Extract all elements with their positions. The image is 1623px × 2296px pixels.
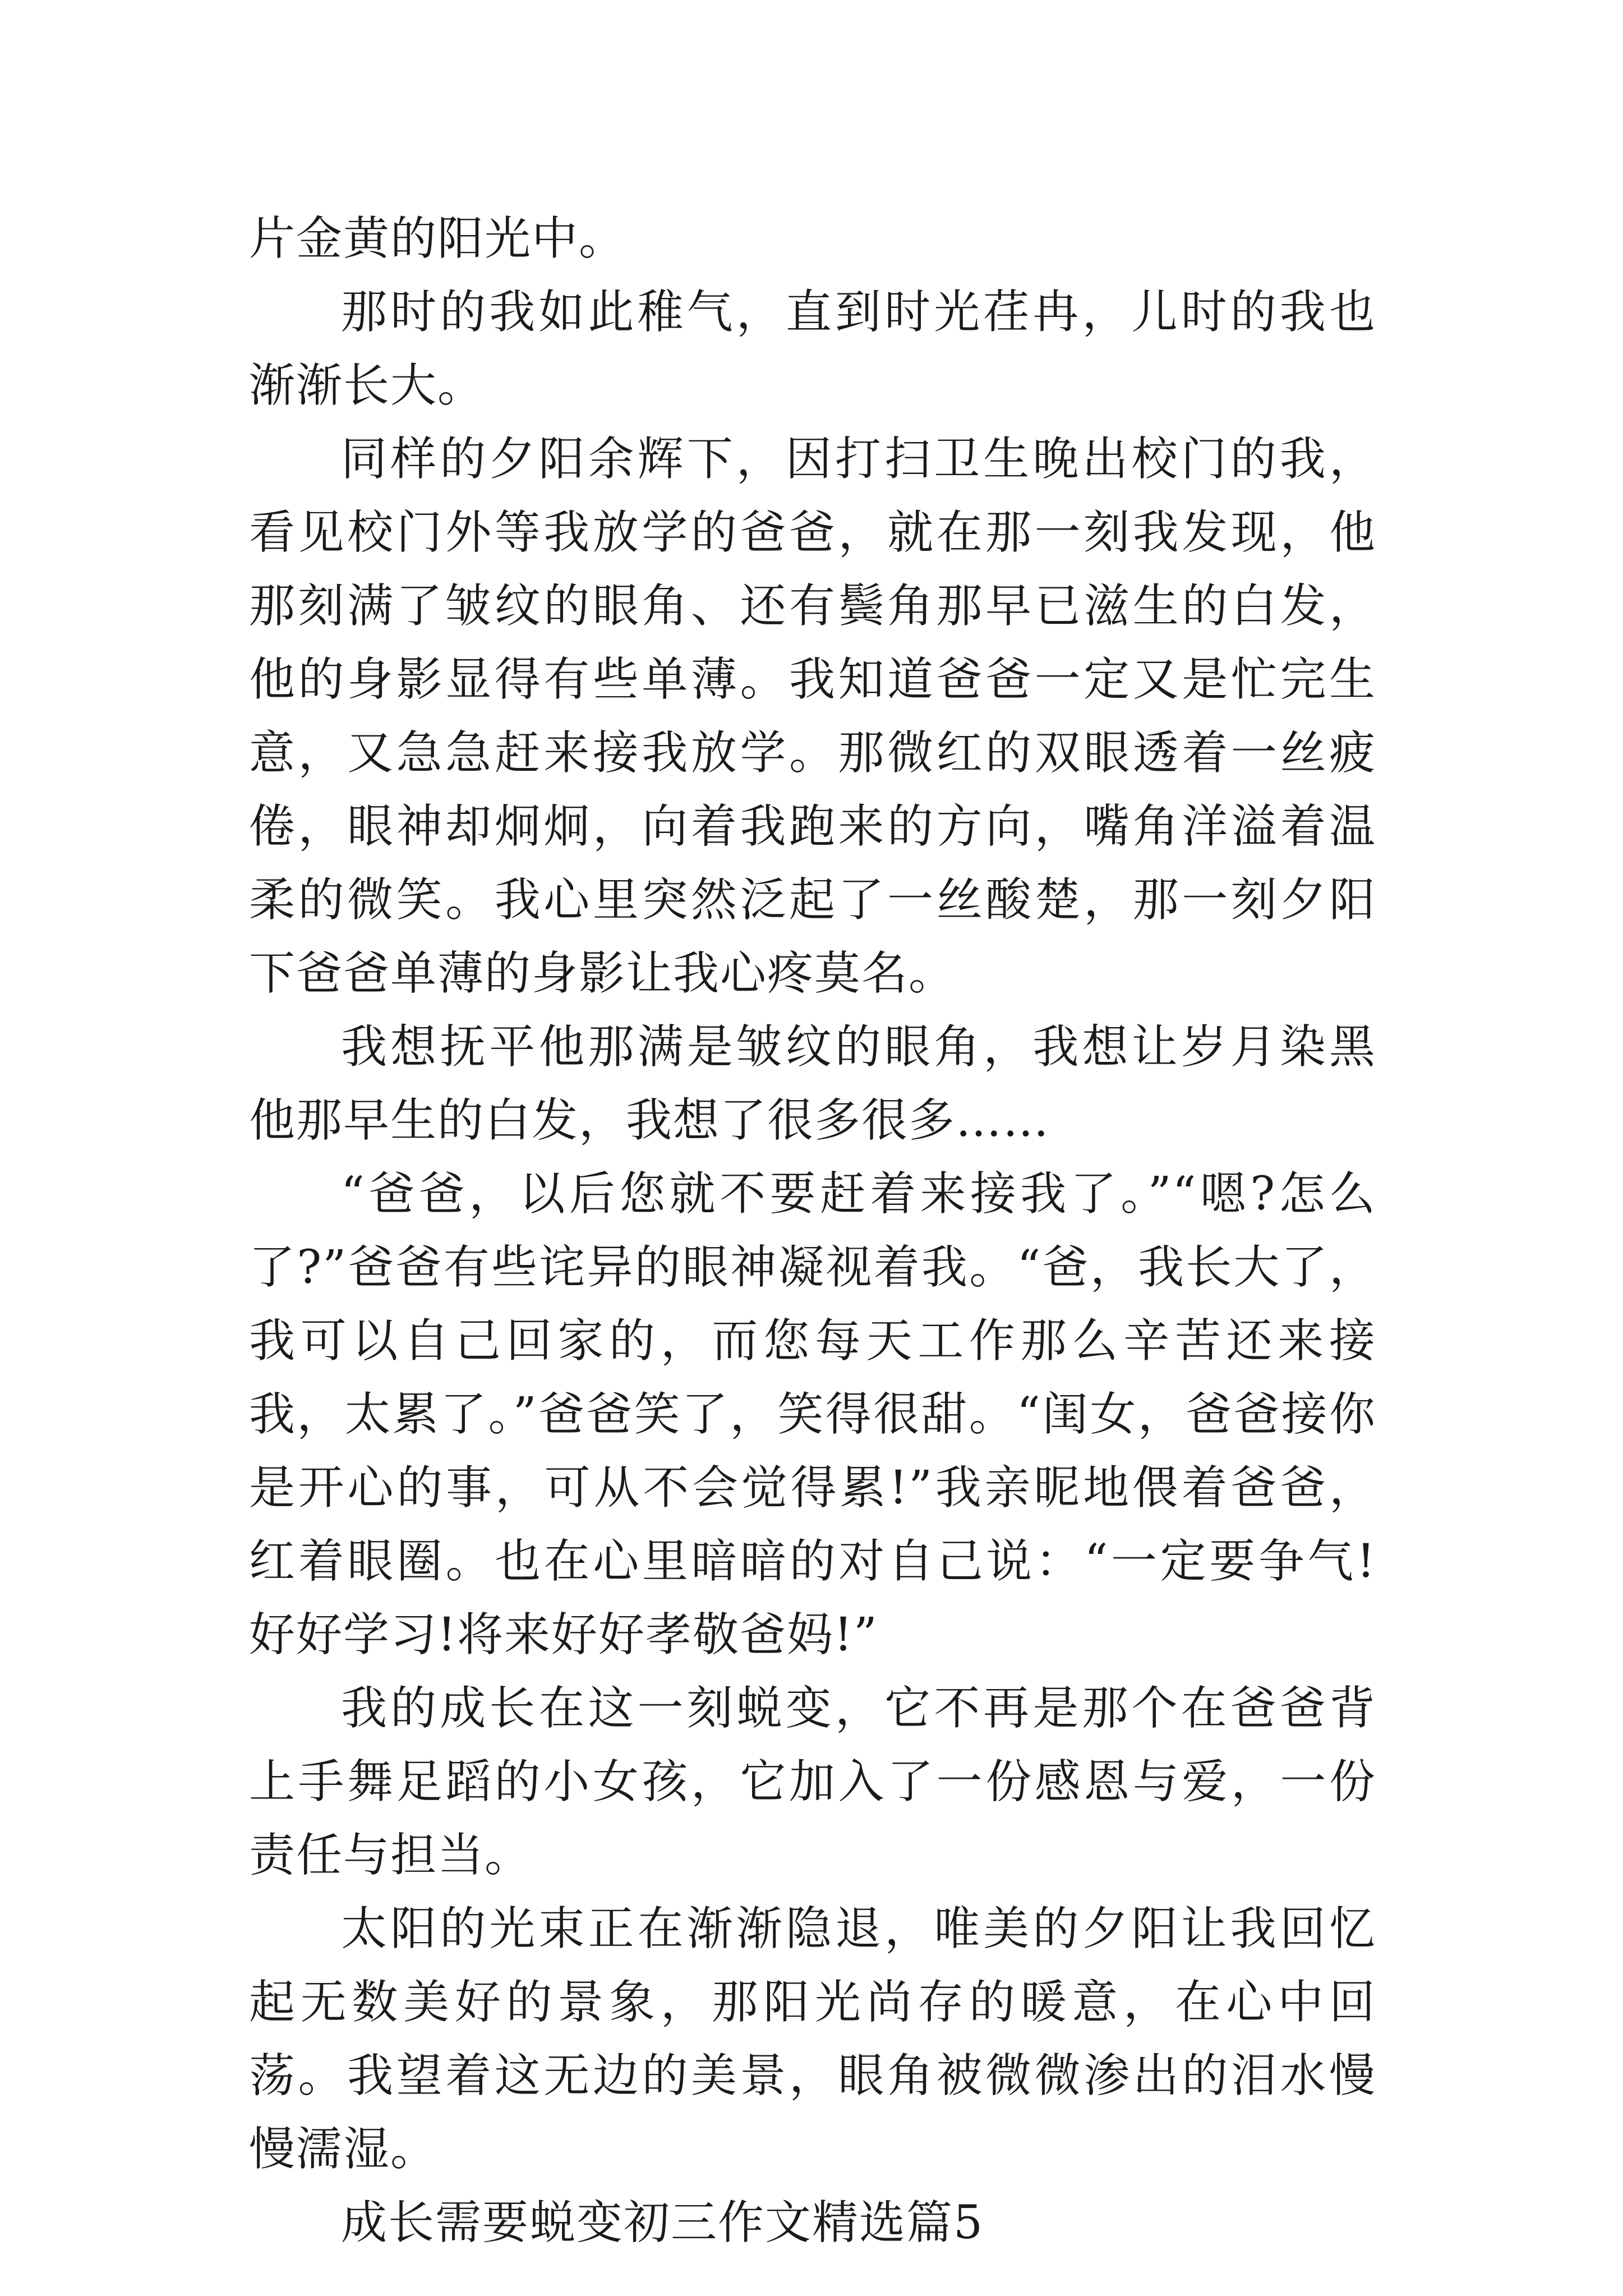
paragraph: 同样的夕阳余辉下，因打扫卫生晚出校门的我，看见校门外等我放学的爸爸，就在那一刻我发现，他那刻满了皱纹的眼角、还有鬓角那早已滋生的白发，他的身影显得有些单薄。我知道爸爸一定又是忙完生意，又急急赶来接我放学。那微红的双眼透着一丝疲倦，眼神却炯炯，向着我跑来的方向，嘴角洋溢着温柔的微笑。我心里突然泛起了一丝酸楚，那一刻夕阳下爸爸单薄的身影让我心疼莫名。 (249, 432, 1376, 1000)
section-heading: 成长需要蜕变初三作文精选篇5 (341, 2196, 984, 2249)
article-body (249, 202, 1376, 2260)
paragraph: 我的成长在这一刻蜕变，它不再是那个在爸爸背上手舞足蹈的小女孩，它加入了一份感恩与爱，一份责任与担当。 (249, 1682, 1376, 1882)
paragraph: 太阳的光束正在渐渐隐退，唯美的夕阳让我回忆起无数美好的景象，那阳光尚存的暖意，在心中回荡。我望着这无边的美景，眼角被微微渗出的泪水慢慢濡湿。 (249, 1902, 1376, 2176)
paragraph: 那时的我如此稚气，直到时光荏冉，儿时的我也渐渐长大。 (249, 286, 1376, 412)
paragraph-continuation: 片金黄的阳光中。 (249, 212, 626, 265)
paragraph-dialogue: “爸爸，以后您就不要赶着来接我了。”“嗯?怎么了?”爸爸有些诧异的眼神凝视着我。“爸，我长大了，我可以自己回家的，而您每天工作那么辛苦还来接我，太累了。”爸爸笑了，笑得很甜。“闺女，爸爸接你是开心的事，可从不会觉得累!”我亲昵地偎着爸爸，红着眼圈。也在心里暗暗的对自己说：“一定要争气!好好学习!将来好好孝敬爸妈!” (249, 1167, 1376, 1662)
paragraph: 我想抚平他那满是皱纹的眼角，我想让岁月染黑他那早生的白发，我想了很多很多…… (249, 1020, 1376, 1147)
